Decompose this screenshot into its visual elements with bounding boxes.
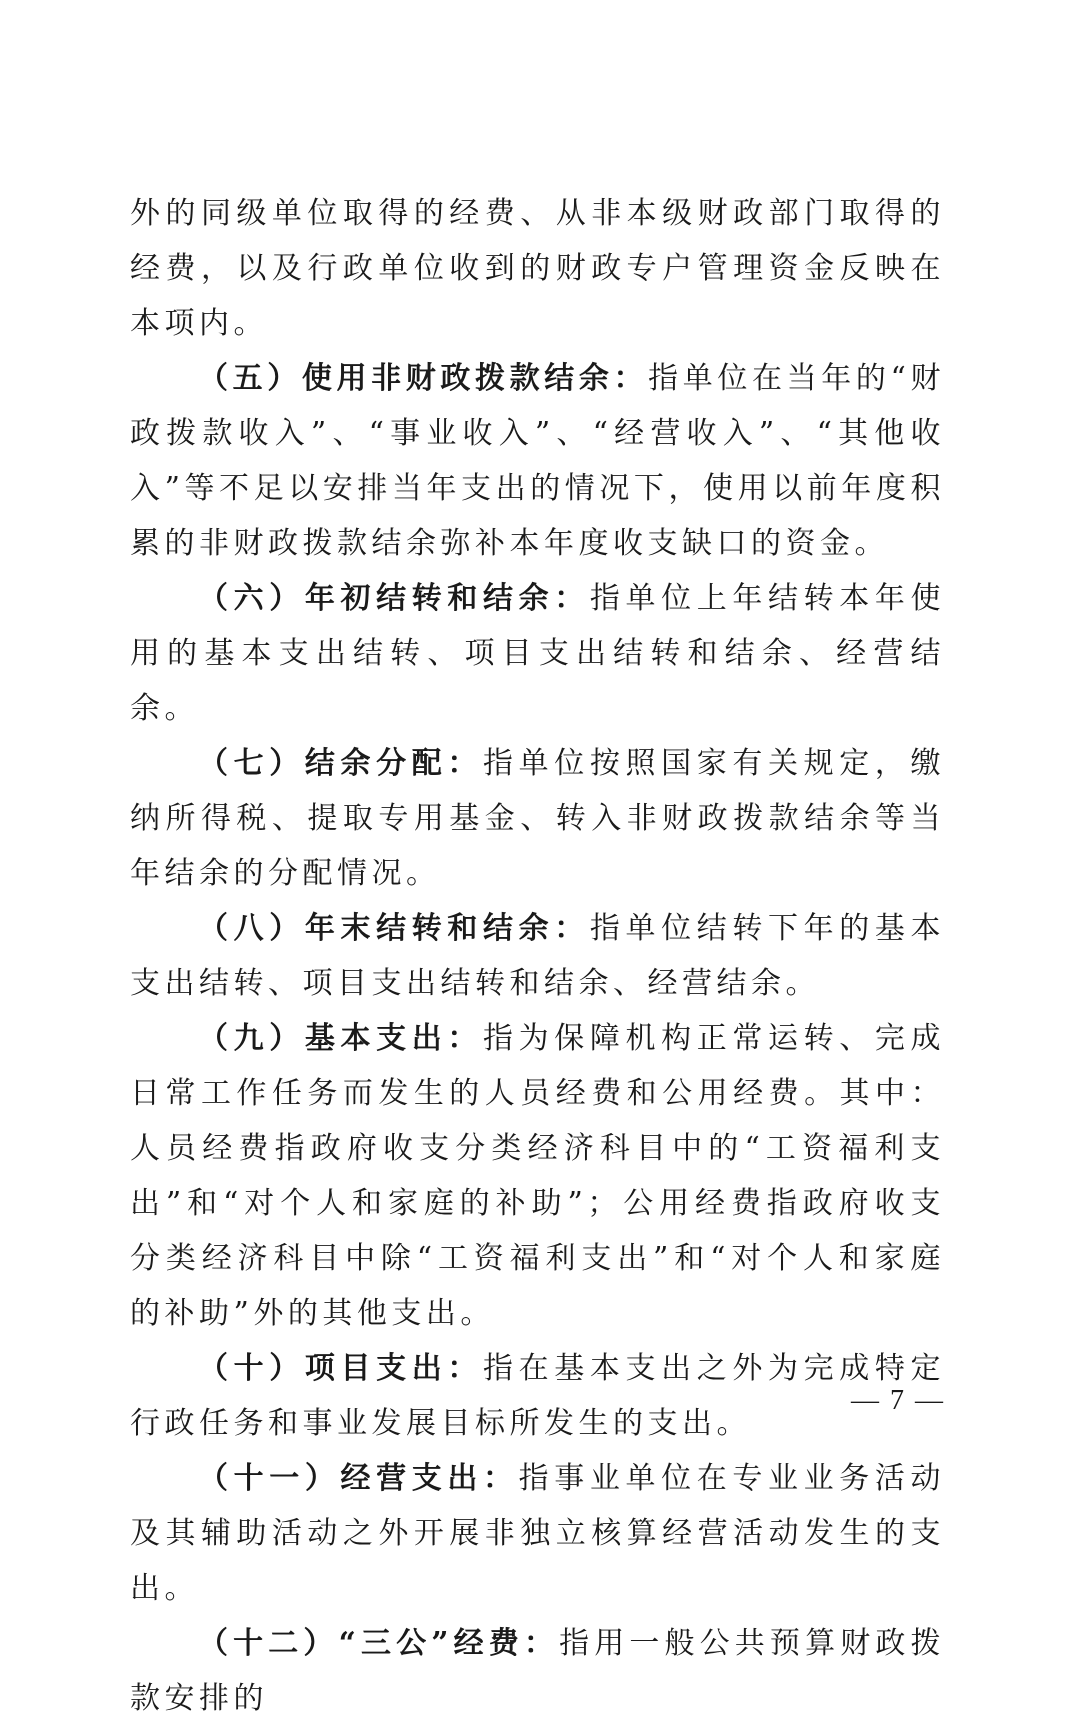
item-5-text: 指单位在当年的“财政拨款收入”、“事业收入”、“经营收入”、“其他收入”等不足以安排当年支出的情况下，使用以前年度积累的非财政拨款结余弥补本年度收支缺口的资金。: [130, 361, 946, 561]
paragraph-item-12: [130, 1616, 945, 1726]
item-12-text: 指用一般公共预算财政拨款安排的: [130, 1626, 945, 1716]
item-11-heading: （十一）经营支出：: [198, 1461, 519, 1496]
paragraph-item-5: [130, 351, 945, 571]
item-7-heading: （七）结余分配：: [198, 746, 483, 781]
paragraph-item-11: [130, 1451, 945, 1616]
paragraph-item-8: [130, 901, 945, 1011]
item-9-text: 指为保障机构正常运转、完成日常工作任务而发生的人员经费和公用经费。其中：人员经费指政府收支分类经济科目中的“工资福利支出”和“对个人和家庭的补助”；公用经费指政府收支分类经济科目中除“工资福利支出”和“对个人和家庭的补助”外的其他支出。: [130, 1021, 945, 1331]
item-10-heading: （十）项目支出：: [198, 1351, 483, 1386]
item-12-heading: （十二）“三公”经费：: [198, 1626, 560, 1661]
item-8-text: 指单位结转下年的基本支出结转、项目支出结转和结余、经营结余。: [130, 911, 945, 1001]
intro-paragraph: 外的同级单位取得的经费、从非本级财政部门取得的经费，以及行政单位收到的财政专户管理资金反映在本项内。: [130, 196, 945, 341]
document-body: [130, 186, 945, 1726]
item-7-text: 指单位按照国家有关规定，缴纳所得税、提取专用基金、转入非财政拨款结余等当年结余的分配情况。: [130, 746, 945, 891]
item-6-heading: （六）年初结转和结余：: [198, 581, 590, 616]
page-number: — 7 —: [851, 1385, 945, 1416]
item-5-heading: （五）使用非财政拨款结余：: [198, 361, 649, 396]
paragraph-item-7: [130, 736, 945, 901]
item-9-heading: （九）基本支出：: [198, 1021, 483, 1056]
paragraph-item-9: [130, 1011, 945, 1341]
item-11-text: 指事业单位在专业业务活动及其辅助活动之外开展非独立核算经营活动发生的支出。: [130, 1461, 945, 1606]
paragraph-item-6: [130, 571, 945, 736]
item-6-text: 指单位上年结转本年使用的基本支出结转、项目支出结转和结余、经营结余。: [130, 581, 945, 726]
item-8-heading: （八）年末结转和结余：: [198, 911, 590, 946]
item-10-text: 指在基本支出之外为完成特定行政任务和事业发展目标所发生的支出。: [130, 1351, 945, 1441]
paragraph-item-10: [130, 1341, 945, 1451]
